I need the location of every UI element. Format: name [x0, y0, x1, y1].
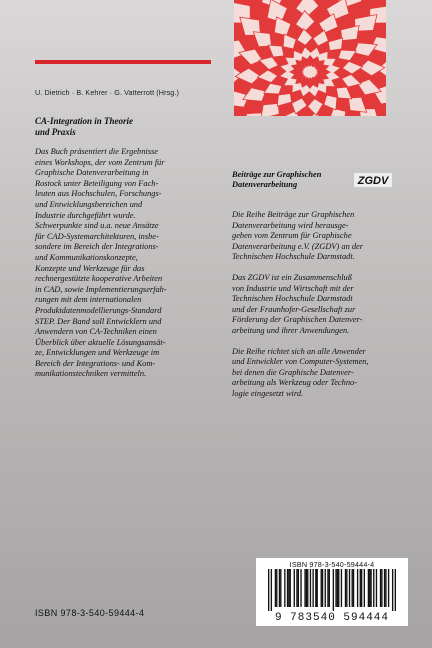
zgdv-logo: [354, 173, 392, 187]
series-paragraph-line: Die Reihe richtet sich an alle Anwender: [232, 346, 366, 356]
svg-text:ZGDV: ZGDV: [357, 175, 389, 187]
series-paragraph-line: Technischen Hochschule Darmstadt.: [232, 252, 355, 262]
description-line: rungen mit dem internationalen: [35, 295, 142, 305]
description-line: Industrie durchgeführt wurde.: [35, 210, 136, 220]
paragraph-gap: [232, 263, 408, 273]
series-title-line: Datenverarbeitung: [232, 180, 298, 190]
cover-artwork: [234, 0, 386, 116]
book-description: [35, 147, 219, 380]
series-paragraph-line: bei denen die Graphische Datenver-: [232, 367, 354, 377]
series-paragraph-line: und der Fraunhofer-Gesellschaft zur: [232, 304, 356, 314]
description-line: Produktdatenmodellierungs-Standard: [35, 305, 162, 315]
book-title-line: und Praxis: [35, 127, 76, 137]
series-paragraph-line: arbeitung und ihrer Anwendungen.: [232, 325, 350, 335]
series-paragraph-line: und Entwickler von Computer-Systemen,: [232, 357, 369, 367]
description-line: Schwerpunkte sind u.a. neue Ansätze: [35, 221, 159, 231]
series-paragraph-line: arbeitung als Werkzeug oder Techno-: [232, 378, 357, 388]
red-rule: [35, 60, 211, 64]
description-line: Graphische Datenverarbeitung in: [35, 168, 149, 178]
description-line: STEP. Der Band soll Entwicklern und: [35, 316, 162, 326]
description-line: Rostock unter Beteiligung von Fach-: [35, 178, 159, 188]
series-paragraph-line: Das ZGDV ist ein Zusammenschluß: [232, 272, 352, 282]
description-line: leuten aus Hochschulen, Forschungs-: [35, 189, 162, 199]
series-paragraph-line: Datenverarbeitung wird herausge-: [232, 220, 349, 230]
description-line: sondere im Bereich der Integrations-: [35, 242, 159, 252]
description-line: in CAD, sowie Implementierungserfah-: [35, 284, 167, 294]
description-line: Das Buch präsentiert die Ergebnisse: [35, 147, 158, 156]
description-line: für CAD-Systemarchitekturen, insbe-: [35, 231, 159, 241]
series-paragraph-line: von Industrie und Wirtschaft mit der: [232, 283, 354, 293]
description-line: Anwendern von CA-Techniken einen: [35, 327, 157, 337]
description-line: Bereich der Integrations- und Kom-: [35, 358, 156, 368]
book-title-line: CA-Integration in Theorie: [35, 116, 134, 126]
series-title-line: Beiträge zur Graphischen: [232, 170, 322, 179]
series-paragraph-line: logie eingesetzt wird.: [232, 388, 304, 398]
barcode: [256, 558, 408, 626]
barcode-isbn: ISBN 978-3-540-59444-4: [289, 560, 375, 569]
description-line: munikationstechniken vermitteln.: [35, 369, 147, 379]
barcode-bars: [268, 569, 396, 611]
series-info: [232, 210, 408, 400]
description-line: Konzepte und Werkzeuge für das: [35, 263, 145, 273]
paragraph-gap: [232, 337, 408, 347]
series-paragraph-line: Datenverarbeitung e.V. (ZGDV) an der: [232, 241, 364, 251]
series-paragraph-line: Technischen Hochschule Darmstadt: [232, 294, 353, 304]
barcode-digits: 9 783540 594444: [274, 612, 390, 624]
description-line: und Kommunikationskonzepte,: [35, 252, 138, 262]
series-paragraph-line: geben vom Zentrum für Graphische: [232, 231, 352, 241]
description-line: ze, Entwicklungen und Werkzeuge im: [35, 348, 160, 358]
description-line: eines Workshops, der vom Zentrum für: [35, 157, 165, 167]
editors-line: U. Dietrich · B. Kehrer · G. Vatterrott (Hrsg.): [35, 88, 179, 97]
series-paragraph-line: Die Reihe Beiträge zur Graphischen: [232, 210, 355, 219]
series-paragraph-line: Förderung der Graphischen Datenver-: [232, 315, 363, 325]
book-title: [35, 116, 215, 138]
description-line: rechnergestützte kooperative Arbeiten: [35, 274, 163, 284]
description-line: Überblick über aktuelle Lösungsansät-: [35, 337, 166, 347]
isbn-text: ISBN 978-3-540-59444-4: [35, 608, 145, 618]
description-line: und Entwicklungsbereichen und: [35, 199, 143, 209]
